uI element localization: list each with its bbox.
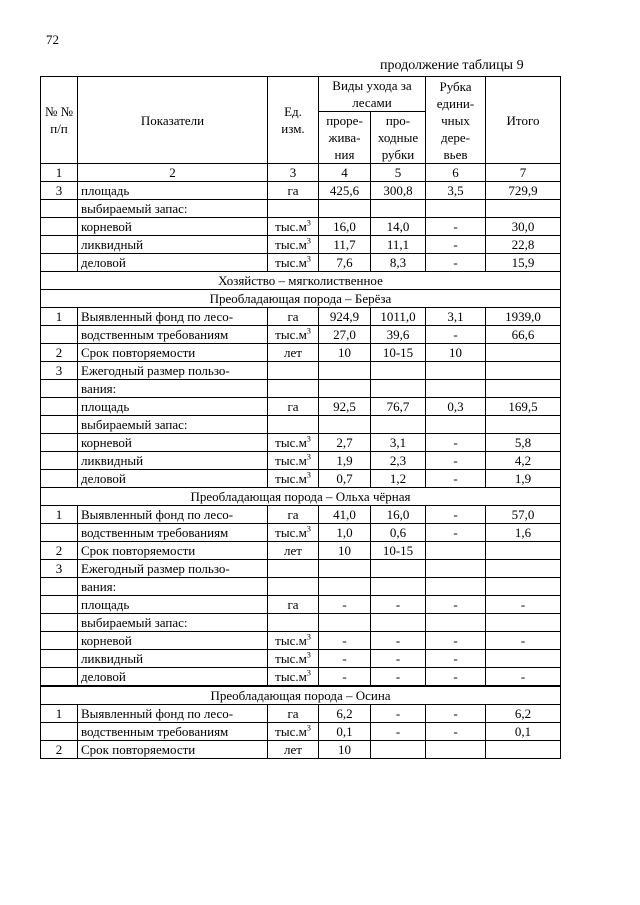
row-value-single-tree: [426, 741, 486, 759]
row-indicator: деловой: [78, 254, 268, 272]
unit-text: тыс.м: [275, 435, 307, 450]
row-unit: [268, 632, 319, 650]
row-value-thinning: -: [319, 668, 371, 686]
unit-text: тыс.м: [275, 471, 307, 486]
row-value-thinning: 6,2: [319, 705, 371, 723]
row-unit: га: [268, 705, 319, 723]
row-value-thinning: [319, 380, 371, 398]
row-indicator: вания:: [78, 578, 268, 596]
row-unit: [268, 578, 319, 596]
row-value-thinning: 1,0: [319, 524, 371, 542]
col-number: 2: [78, 164, 268, 182]
row-value-thinning: 2,7: [319, 434, 371, 452]
unit-superscript: 3: [306, 723, 311, 733]
row-value-total: [486, 200, 561, 218]
col-number: 1: [41, 164, 78, 182]
unit-text: тыс.м: [275, 237, 307, 252]
row-number: [41, 723, 78, 741]
row-number: 1: [41, 308, 78, 326]
row-value-single-tree: 3,1: [426, 308, 486, 326]
row-number: 3: [41, 182, 78, 200]
row-unit: [268, 650, 319, 668]
row-unit: [268, 470, 319, 488]
row-value-single-tree: [426, 542, 486, 560]
row-unit: [268, 434, 319, 452]
table-row: [41, 668, 561, 686]
row-indicator: Срок повторяемости: [78, 542, 268, 560]
row-value-thinning: 7,6: [319, 254, 371, 272]
row-value-total: [486, 614, 561, 632]
table-row: [41, 470, 561, 488]
row-value-total: 1939,0: [486, 308, 561, 326]
unit-superscript: 3: [306, 326, 311, 336]
row-value-total: 6,2: [486, 705, 561, 723]
row-value-total: [486, 362, 561, 380]
row-unit: [268, 326, 319, 344]
table-row: [41, 308, 561, 326]
row-number: [41, 668, 78, 686]
table-row: [41, 452, 561, 470]
row-value-passing: 16,0: [371, 506, 426, 524]
row-value-single-tree: [426, 614, 486, 632]
unit-superscript: 3: [306, 524, 311, 534]
row-value-single-tree: -: [426, 254, 486, 272]
row-value-passing: 39,6: [371, 326, 426, 344]
row-indicator: деловой: [78, 470, 268, 488]
row-number: [41, 578, 78, 596]
row-indicator: площадь: [78, 596, 268, 614]
table-row: [41, 524, 561, 542]
row-value-thinning: 924,9: [319, 308, 371, 326]
row-value-thinning: 10: [319, 741, 371, 759]
row-value-single-tree: -: [426, 650, 486, 668]
row-indicator: вания:: [78, 380, 268, 398]
row-value-thinning: [319, 200, 371, 218]
row-value-passing: 14,0: [371, 218, 426, 236]
row-indicator: площадь: [78, 398, 268, 416]
row-unit: лет: [268, 542, 319, 560]
row-unit: [268, 668, 319, 686]
row-value-total: 729,9: [486, 182, 561, 200]
row-number: [41, 416, 78, 434]
row-value-total: 57,0: [486, 506, 561, 524]
table-row: [41, 398, 561, 416]
row-indicator: водственным требованиям: [78, 524, 268, 542]
table-row: [41, 614, 561, 632]
section-row: [41, 488, 561, 506]
row-value-thinning: 1,9: [319, 452, 371, 470]
section-row: [41, 290, 561, 308]
unit-text: тыс.м: [275, 633, 307, 648]
row-unit: га: [268, 398, 319, 416]
row-value-passing: 1,2: [371, 470, 426, 488]
row-value-thinning: 92,5: [319, 398, 371, 416]
row-unit: [268, 524, 319, 542]
row-value-total: [486, 650, 561, 668]
row-value-single-tree: -: [426, 596, 486, 614]
row-value-single-tree: [426, 362, 486, 380]
unit-text: тыс.м: [275, 453, 307, 468]
row-number: [41, 596, 78, 614]
row-number: [41, 434, 78, 452]
row-value-total: 5,8: [486, 434, 561, 452]
row-value-total: [486, 560, 561, 578]
row-indicator: выбираемый запас:: [78, 614, 268, 632]
row-unit: [268, 416, 319, 434]
header-indicator: Показатели: [78, 77, 268, 164]
row-number: 2: [41, 344, 78, 362]
row-unit: [268, 380, 319, 398]
row-value-single-tree: [426, 200, 486, 218]
header-num: № № п/п: [41, 77, 78, 164]
row-indicator: Срок повторяемости: [78, 344, 268, 362]
row-value-passing: 2,3: [371, 452, 426, 470]
row-indicator: Выявленный фонд по лесо-: [78, 705, 268, 723]
table-row: [41, 560, 561, 578]
row-unit: га: [268, 182, 319, 200]
row-number: [41, 380, 78, 398]
col-number: 4: [319, 164, 371, 182]
row-value-total: 4,2: [486, 452, 561, 470]
row-indicator: Срок повторяемости: [78, 741, 268, 759]
unit-text: тыс.м: [275, 219, 307, 234]
row-value-total: 169,5: [486, 398, 561, 416]
table-row: [41, 596, 561, 614]
row-value-thinning: 16,0: [319, 218, 371, 236]
row-value-thinning: [319, 362, 371, 380]
row-value-thinning: -: [319, 596, 371, 614]
row-indicator: водственным требованиям: [78, 723, 268, 741]
row-number: [41, 254, 78, 272]
unit-superscript: 3: [306, 632, 311, 642]
row-value-thinning: 0,1: [319, 723, 371, 741]
table-row: [41, 236, 561, 254]
row-value-total: 66,6: [486, 326, 561, 344]
row-number: 2: [41, 741, 78, 759]
row-number: [41, 650, 78, 668]
unit-superscript: 3: [306, 254, 311, 264]
row-unit: га: [268, 506, 319, 524]
row-unit: га: [268, 596, 319, 614]
row-value-single-tree: -: [426, 506, 486, 524]
row-value-single-tree: 3,5: [426, 182, 486, 200]
row-value-single-tree: -: [426, 723, 486, 741]
section-title: Преобладающая порода – Берёза: [41, 290, 561, 308]
page-number: 72: [46, 32, 59, 47]
table-row: [41, 380, 561, 398]
unit-superscript: 3: [306, 650, 311, 660]
row-number: 1: [41, 506, 78, 524]
row-number: 3: [41, 362, 78, 380]
unit-superscript: 3: [306, 236, 311, 246]
row-value-single-tree: -: [426, 632, 486, 650]
row-value-total: 15,9: [486, 254, 561, 272]
row-value-total: 22,8: [486, 236, 561, 254]
row-indicator: водственным требованиям: [78, 326, 268, 344]
row-value-passing: 8,3: [371, 254, 426, 272]
row-value-single-tree: [426, 578, 486, 596]
row-unit: [268, 362, 319, 380]
header-single-tree: Рубка едини- чных дере- вьев: [426, 77, 486, 164]
row-number: [41, 236, 78, 254]
row-value-single-tree: -: [426, 218, 486, 236]
row-value-passing: -: [371, 705, 426, 723]
table-row: [41, 362, 561, 380]
row-indicator: корневой: [78, 632, 268, 650]
row-number: [41, 470, 78, 488]
row-value-total: [486, 542, 561, 560]
table-row: [41, 182, 561, 200]
table-header: [41, 77, 561, 182]
row-value-thinning: -: [319, 650, 371, 668]
row-value-thinning: [319, 578, 371, 596]
row-value-thinning: 10: [319, 344, 371, 362]
row-unit: лет: [268, 344, 319, 362]
row-number: [41, 452, 78, 470]
row-number: [41, 326, 78, 344]
row-number: [41, 632, 78, 650]
row-value-single-tree: 10: [426, 344, 486, 362]
unit-superscript: 3: [306, 470, 311, 480]
row-indicator: выбираемый запас:: [78, 200, 268, 218]
row-value-total: 1,6: [486, 524, 561, 542]
row-value-passing: [371, 578, 426, 596]
row-value-thinning: 425,6: [319, 182, 371, 200]
section-title: Преобладающая порода – Осина: [41, 687, 561, 705]
col-number: 6: [426, 164, 486, 182]
table-row: [41, 326, 561, 344]
row-indicator: площадь: [78, 182, 268, 200]
row-unit: [268, 452, 319, 470]
row-value-passing: 76,7: [371, 398, 426, 416]
table-row: [41, 542, 561, 560]
table-row: [41, 218, 561, 236]
row-value-total: -: [486, 596, 561, 614]
table-body: [41, 182, 561, 759]
table-row: [41, 434, 561, 452]
table-row: [41, 650, 561, 668]
row-value-passing: -: [371, 596, 426, 614]
row-indicator: ликвидный: [78, 650, 268, 668]
row-unit: [268, 560, 319, 578]
row-value-single-tree: -: [426, 452, 486, 470]
row-value-passing: [371, 380, 426, 398]
row-value-total: 30,0: [486, 218, 561, 236]
row-value-thinning: -: [319, 632, 371, 650]
row-number: [41, 200, 78, 218]
row-value-single-tree: -: [426, 434, 486, 452]
row-value-total: -: [486, 632, 561, 650]
row-number: 3: [41, 560, 78, 578]
section-row: [41, 687, 561, 705]
header-passing: про- ходные рубки: [371, 112, 426, 164]
row-value-passing: 0,6: [371, 524, 426, 542]
row-value-passing: -: [371, 632, 426, 650]
row-value-total: -: [486, 668, 561, 686]
unit-superscript: 3: [306, 452, 311, 462]
row-number: 1: [41, 705, 78, 723]
row-value-passing: 3,1: [371, 434, 426, 452]
table-row: [41, 254, 561, 272]
row-unit: [268, 723, 319, 741]
section-title: Преобладающая порода – Ольха чёрная: [41, 488, 561, 506]
unit-text: тыс.м: [275, 525, 307, 540]
row-number: [41, 524, 78, 542]
row-number: [41, 218, 78, 236]
row-unit: лет: [268, 741, 319, 759]
row-value-single-tree: -: [426, 236, 486, 254]
row-value-passing: [371, 200, 426, 218]
row-value-thinning: 0,7: [319, 470, 371, 488]
row-indicator: корневой: [78, 434, 268, 452]
row-unit: [268, 236, 319, 254]
table-row: [41, 506, 561, 524]
unit-text: тыс.м: [275, 651, 307, 666]
row-indicator: деловой: [78, 668, 268, 686]
row-value-total: 0,1: [486, 723, 561, 741]
row-value-passing: [371, 741, 426, 759]
row-value-passing: -: [371, 723, 426, 741]
table-row: [41, 632, 561, 650]
row-value-single-tree: -: [426, 524, 486, 542]
row-value-thinning: 27,0: [319, 326, 371, 344]
row-value-total: 1,9: [486, 470, 561, 488]
row-unit: [268, 218, 319, 236]
row-value-total: [486, 578, 561, 596]
row-unit: га: [268, 308, 319, 326]
table-row: [41, 723, 561, 741]
row-value-passing: 1011,0: [371, 308, 426, 326]
row-value-total: [486, 416, 561, 434]
row-indicator: Выявленный фонд по лесо-: [78, 506, 268, 524]
column-numbers-row: [41, 164, 561, 182]
unit-superscript: 3: [306, 434, 311, 444]
row-number: [41, 614, 78, 632]
col-number: 7: [486, 164, 561, 182]
unit-superscript: 3: [306, 218, 311, 228]
row-value-thinning: [319, 416, 371, 434]
row-value-thinning: [319, 614, 371, 632]
row-value-passing: [371, 614, 426, 632]
row-value-total: [486, 741, 561, 759]
row-value-single-tree: -: [426, 470, 486, 488]
row-unit: [268, 614, 319, 632]
row-value-passing: -: [371, 668, 426, 686]
table-row: [41, 578, 561, 596]
row-number: [41, 398, 78, 416]
unit-text: тыс.м: [275, 724, 307, 739]
row-unit: [268, 200, 319, 218]
header-thinning: проре- жива- ния: [319, 112, 371, 164]
table-row: [41, 741, 561, 759]
table-row: [41, 416, 561, 434]
row-value-thinning: 11,7: [319, 236, 371, 254]
section-row: [41, 272, 561, 290]
row-indicator: Выявленный фонд по лесо-: [78, 308, 268, 326]
row-unit: [268, 254, 319, 272]
row-number: 2: [41, 542, 78, 560]
row-value-single-tree: -: [426, 668, 486, 686]
row-value-total: [486, 380, 561, 398]
table-row: [41, 705, 561, 723]
row-value-passing: 300,8: [371, 182, 426, 200]
row-value-passing: -: [371, 650, 426, 668]
col-number: 3: [268, 164, 319, 182]
row-indicator: выбираемый запас:: [78, 416, 268, 434]
data-table: [40, 76, 561, 759]
row-value-passing: 10-15: [371, 344, 426, 362]
row-indicator: ликвидный: [78, 236, 268, 254]
table-row: [41, 200, 561, 218]
header-care-group: Виды ухода за лесами: [319, 77, 426, 112]
row-value-thinning: 41,0: [319, 506, 371, 524]
row-value-single-tree: -: [426, 705, 486, 723]
row-value-single-tree: [426, 416, 486, 434]
header-unit: Ед. изм.: [268, 77, 319, 164]
row-value-passing: [371, 362, 426, 380]
unit-superscript: 3: [306, 668, 311, 678]
row-value-single-tree: [426, 380, 486, 398]
row-value-single-tree: -: [426, 326, 486, 344]
row-value-passing: [371, 560, 426, 578]
row-indicator: Ежегодный размер пользо-: [78, 362, 268, 380]
col-number: 5: [371, 164, 426, 182]
section-title: Хозяйство – мягколиственное: [41, 272, 561, 290]
table-caption: продолжение таблицы 9: [380, 58, 524, 73]
row-value-passing: 10-15: [371, 542, 426, 560]
unit-text: тыс.м: [275, 255, 307, 270]
header-total: Итого: [486, 77, 561, 164]
row-value-passing: 11,1: [371, 236, 426, 254]
unit-text: тыс.м: [275, 669, 307, 684]
unit-text: тыс.м: [275, 327, 307, 342]
table-row: [41, 344, 561, 362]
row-value-total: [486, 344, 561, 362]
row-indicator: Ежегодный размер пользо-: [78, 560, 268, 578]
row-value-thinning: [319, 560, 371, 578]
row-value-thinning: 10: [319, 542, 371, 560]
row-value-single-tree: 0,3: [426, 398, 486, 416]
row-indicator: ликвидный: [78, 452, 268, 470]
row-value-single-tree: [426, 560, 486, 578]
row-value-passing: [371, 416, 426, 434]
row-indicator: корневой: [78, 218, 268, 236]
